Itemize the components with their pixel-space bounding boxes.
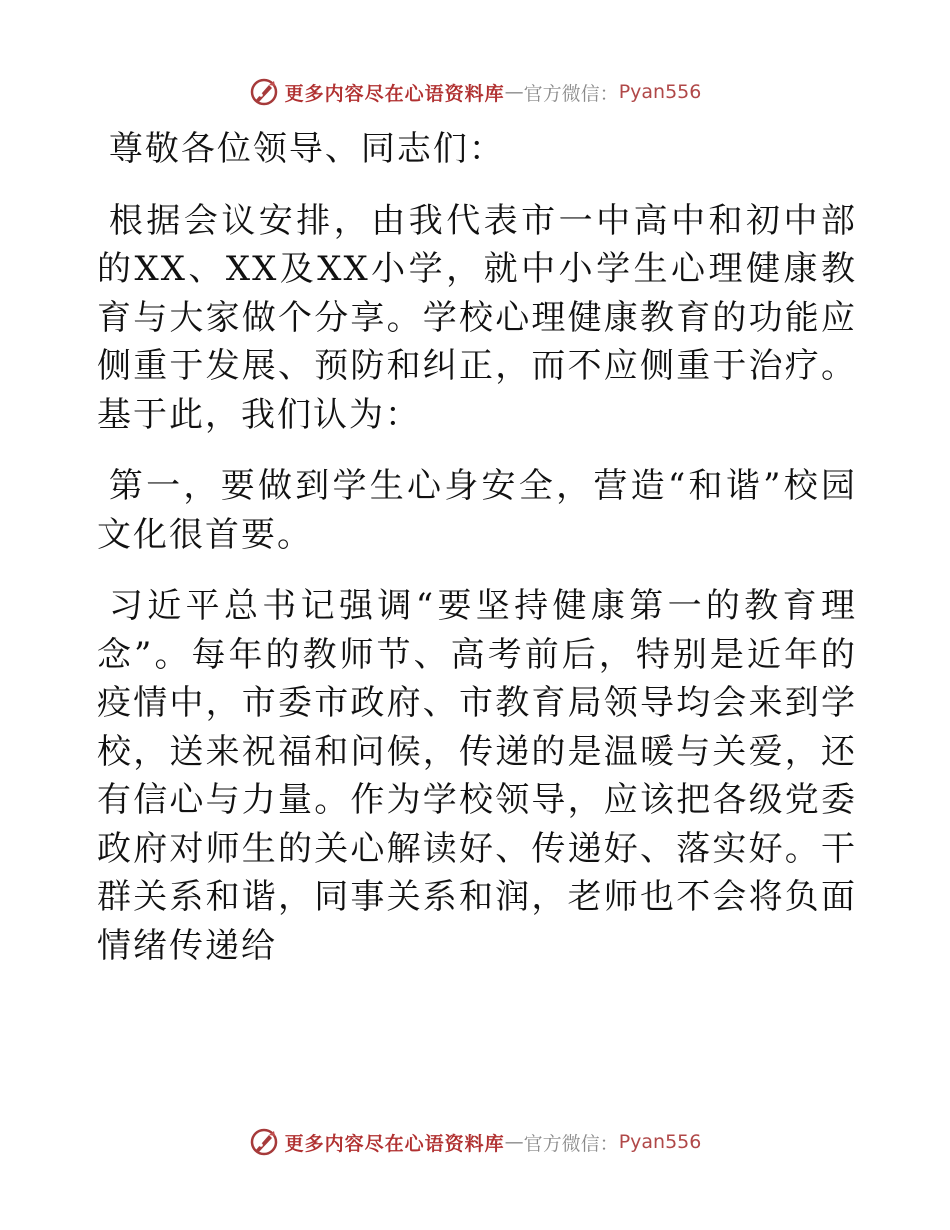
salutation: 尊敬各位领导、同志们：	[108, 129, 505, 169]
header-banner	[0, 72, 950, 112]
document-body	[97, 125, 857, 993]
quill-pen-logo-icon	[249, 77, 279, 107]
header-official-label: 官方微信：	[523, 82, 619, 105]
footer-banner	[0, 1122, 950, 1162]
footer-separator: —	[504, 1131, 524, 1153]
paragraph-1: 根据会议安排，由我代表市一中高中和初中部的XX、XX及XX小学，就中小学生心理健康教育与大家做个分享。学校心理健康教育的功能应侧重于发展、预防和纠正，而不应侧重于治疗。基于此，我们认为：	[97, 200, 857, 435]
paragraph-3: 习近平总书记强调“要坚持健康第一的教育理念”。每年的教师节、高考前后，特别是近年的疫情中，市委市政府、市教育局领导均会来到学校，送来祝福和问候，传递的是温暖与关爱，还有信心与力量。作为学校领导，应该把各级党委政府对师生的关心解读好、传递好、落实好。干群关系和谐，同事关系和润，老师也不会将负面情绪传递给	[97, 586, 857, 966]
footer-brand-text: 更多内容尽在心语资料库	[284, 1132, 505, 1155]
header-wechat-id: Pyan556	[618, 81, 702, 103]
header-separator: —	[504, 81, 524, 103]
footer-official-label: 官方微信：	[523, 1132, 619, 1155]
header-brand-text: 更多内容尽在心语资料库	[284, 82, 505, 105]
paragraph-2: 第一，要做到学生心身安全，营造“和谐”校园文化很首要。	[97, 466, 857, 555]
footer-wechat-id: Pyan556	[618, 1131, 702, 1153]
quill-pen-logo-icon	[249, 1127, 279, 1157]
